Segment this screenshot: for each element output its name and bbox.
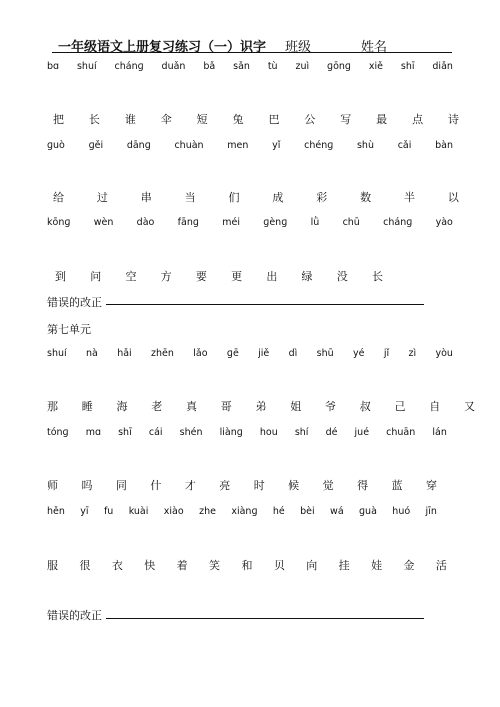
pinyin-syllable: men	[227, 140, 249, 151]
hanzi-character: 谁	[124, 113, 136, 126]
title-underline	[52, 52, 452, 53]
pinyin-syllable: diǎn	[432, 61, 453, 72]
hanzi-character: 们	[228, 191, 240, 204]
pinyin-syllable: mɑ	[85, 427, 101, 438]
pinyin-syllable: shī	[400, 61, 415, 72]
s2-hanzi-row-2	[47, 477, 437, 493]
pinyin-syllable: bèi	[300, 506, 315, 517]
pinyin-syllable: yào	[435, 217, 453, 228]
hanzi-character: 兔	[232, 113, 244, 126]
hanzi-character: 又	[464, 400, 475, 413]
hanzi-character: 才	[184, 479, 196, 492]
pinyin-syllable: cǎi	[397, 140, 412, 151]
hanzi-character: 问	[90, 270, 102, 283]
pinyin-syllable: zuì	[295, 61, 310, 72]
hanzi-character: 挂	[338, 559, 350, 572]
hanzi-character: 最	[376, 113, 388, 126]
hanzi-character: 穿	[425, 479, 437, 492]
s2-hanzi-row-1	[47, 398, 475, 414]
hanzi-character: 给	[53, 191, 64, 204]
hanzi-character: 长	[371, 270, 383, 283]
pinyin-syllable: chū	[342, 217, 360, 228]
hanzi-character: 海	[116, 400, 128, 413]
pinyin-syllable: ɡuà	[359, 506, 377, 517]
hanzi-character: 师	[47, 479, 58, 492]
hanzi-character: 更	[231, 270, 243, 283]
hanzi-character: 过	[96, 191, 108, 204]
hanzi-character: 伞	[160, 113, 172, 126]
pinyin-syllable: tónɡ	[47, 427, 69, 438]
pinyin-syllable: shù	[356, 140, 374, 151]
hanzi-character: 蓝	[391, 479, 403, 492]
hanzi-character: 同	[115, 479, 127, 492]
pinyin-syllable: cái	[148, 427, 163, 438]
hanzi-character: 笑	[209, 559, 221, 572]
hanzi-character: 写	[340, 113, 352, 126]
pinyin-syllable: huó	[392, 506, 411, 517]
pinyin-syllable: hé	[272, 506, 285, 517]
hanzi-character: 觉	[322, 479, 334, 492]
hanzi-character: 活	[435, 559, 447, 572]
hanzi-character: 要	[195, 270, 207, 283]
pinyin-syllable: shū	[316, 348, 334, 359]
pinyin-syllable: jǐ	[383, 348, 390, 359]
pinyin-syllable: hěn	[47, 506, 65, 517]
pinyin-syllable: bǎ	[203, 61, 216, 72]
pinyin-syllable: xiě	[368, 61, 383, 72]
hanzi-character: 快	[144, 559, 156, 572]
hanzi-character: 哥	[220, 400, 232, 413]
pinyin-syllable: chuàn	[174, 140, 204, 151]
pinyin-syllable: shuí	[76, 61, 97, 72]
pinyin-syllable: bɑ	[47, 61, 60, 72]
hanzi-character: 短	[196, 113, 208, 126]
hanzi-character: 衣	[111, 559, 123, 572]
pinyin-syllable: jīn	[425, 506, 437, 517]
pinyin-syllable: zhe	[199, 506, 216, 517]
hanzi-character: 到	[55, 270, 66, 283]
pinyin-syllable: ɡuò	[47, 140, 65, 151]
pinyin-syllable: liànɡ	[219, 427, 243, 438]
class-label: 班级	[285, 40, 312, 55]
s1-hanzi-row-2	[47, 189, 479, 205]
hanzi-character: 很	[79, 559, 91, 572]
hanzi-character: 诗	[447, 113, 459, 126]
hanzi-character: 巴	[268, 113, 280, 126]
pinyin-syllable: ɡěi	[88, 140, 104, 151]
s2-pinyin-row-2	[47, 427, 447, 438]
hanzi-character: 成	[272, 191, 284, 204]
hanzi-character: 出	[266, 270, 278, 283]
hanzi-character: 得	[357, 479, 369, 492]
pinyin-syllable: sǎn	[233, 61, 250, 72]
s2-correction-label: 错误的改正	[47, 609, 102, 622]
pinyin-syllable: kōnɡ	[47, 217, 71, 228]
s2-correction-line[interactable]	[106, 618, 424, 619]
hanzi-character: 串	[140, 191, 152, 204]
pinyin-syllable: xiào	[163, 506, 184, 517]
pinyin-syllable: dì	[288, 348, 298, 359]
pinyin-syllable: jiě	[258, 348, 270, 359]
hanzi-character: 吗	[81, 479, 93, 492]
hanzi-character: 真	[186, 400, 197, 413]
pinyin-syllable: kuài	[128, 506, 149, 517]
s1-hanzi-row-1	[47, 111, 479, 127]
s1-pinyin-row-3	[47, 217, 453, 228]
hanzi-character: 什	[150, 479, 162, 492]
pinyin-syllable: shí	[294, 427, 309, 438]
pinyin-syllable: xiànɡ	[231, 506, 258, 517]
hanzi-character: 没	[336, 270, 348, 283]
hanzi-character: 向	[306, 559, 318, 572]
pinyin-syllable: lǜ	[310, 217, 320, 228]
hanzi-character: 金	[403, 559, 415, 572]
pinyin-syllable: lǎo	[193, 348, 208, 359]
hanzi-character: 服	[47, 559, 58, 572]
hanzi-character: 方	[160, 270, 172, 283]
hanzi-character: 着	[176, 559, 188, 572]
s2-pinyin-row-3	[47, 506, 437, 517]
pinyin-syllable: hou	[259, 427, 278, 438]
pinyin-syllable: bàn	[435, 140, 453, 151]
pinyin-syllable: méi	[222, 217, 240, 228]
s1-pinyin-row-1	[47, 61, 453, 72]
pinyin-syllable: lán	[432, 427, 447, 438]
pinyin-syllable: chénɡ	[304, 140, 334, 151]
pinyin-syllable: fānɡ	[177, 217, 199, 228]
hanzi-character: 自	[429, 400, 441, 413]
pinyin-syllable: hǎi	[117, 348, 132, 359]
hanzi-character: 时	[253, 479, 265, 492]
hanzi-character: 那	[47, 400, 58, 413]
hanzi-character: 叔	[359, 400, 371, 413]
s1-correction-label: 错误的改正	[47, 296, 102, 309]
pinyin-syllable: ɡē	[226, 348, 239, 359]
pinyin-syllable: chánɡ	[114, 61, 144, 72]
s1-correction-line[interactable]	[106, 304, 424, 305]
pinyin-syllable: wèn	[93, 217, 114, 228]
hanzi-character: 公	[304, 113, 316, 126]
hanzi-character: 数	[360, 191, 372, 204]
hanzi-character: 彩	[316, 191, 328, 204]
hanzi-character: 点	[412, 113, 424, 126]
hanzi-character: 老	[151, 400, 163, 413]
hanzi-character: 以	[447, 191, 459, 204]
pinyin-syllable: yī	[80, 506, 89, 517]
hanzi-character: 贝	[273, 559, 285, 572]
hanzi-character: 长	[88, 113, 100, 126]
pinyin-syllable: dānɡ	[126, 140, 151, 151]
hanzi-character: 候	[288, 479, 300, 492]
pinyin-syllable: chuān	[386, 427, 416, 438]
pinyin-syllable: shuí	[47, 348, 67, 359]
pinyin-syllable: ɡōnɡ	[327, 61, 351, 72]
hanzi-character: 绿	[301, 270, 313, 283]
pinyin-syllable: wá	[330, 506, 344, 517]
s2-hanzi-row-3	[47, 557, 447, 573]
hanzi-character: 娃	[371, 559, 383, 572]
title-text: 一年级语文上册复习练习（一）识字	[57, 40, 266, 55]
pinyin-syllable: nà	[86, 348, 98, 359]
hanzi-character: 己	[394, 400, 406, 413]
pinyin-syllable: zì	[408, 348, 417, 359]
pinyin-syllable: duǎn	[161, 61, 186, 72]
pinyin-syllable: jué	[354, 427, 370, 438]
pinyin-syllable: fu	[103, 506, 114, 517]
pinyin-syllable: yòu	[435, 348, 453, 359]
s1-pinyin-row-2	[47, 140, 453, 151]
name-label: 姓名	[361, 40, 388, 55]
hanzi-character: 半	[404, 191, 415, 204]
hanzi-character: 弟	[255, 400, 267, 413]
s2-heading: 第七单元	[47, 323, 91, 336]
hanzi-character: 把	[53, 113, 64, 126]
pinyin-syllable: yǐ	[272, 140, 281, 151]
pinyin-syllable: chánɡ	[383, 217, 413, 228]
hanzi-character: 爷	[325, 400, 336, 413]
hanzi-character: 和	[241, 559, 253, 572]
pinyin-syllable: shī	[118, 427, 132, 438]
hanzi-character: 亮	[219, 479, 231, 492]
hanzi-character: 姐	[290, 400, 302, 413]
s1-hanzi-row-3	[47, 268, 383, 284]
hanzi-character: 睡	[81, 400, 93, 413]
pinyin-syllable: shén	[179, 427, 203, 438]
pinyin-syllable: tù	[267, 61, 278, 72]
pinyin-syllable: ɡènɡ	[263, 217, 288, 228]
hanzi-character: 当	[184, 191, 196, 204]
pinyin-syllable: dé	[325, 427, 338, 438]
pinyin-syllable: yé	[353, 348, 365, 359]
pinyin-syllable: zhēn	[151, 348, 174, 359]
hanzi-character: 空	[125, 270, 137, 283]
pinyin-syllable: dào	[136, 217, 155, 228]
s2-pinyin-row-1	[47, 348, 453, 359]
